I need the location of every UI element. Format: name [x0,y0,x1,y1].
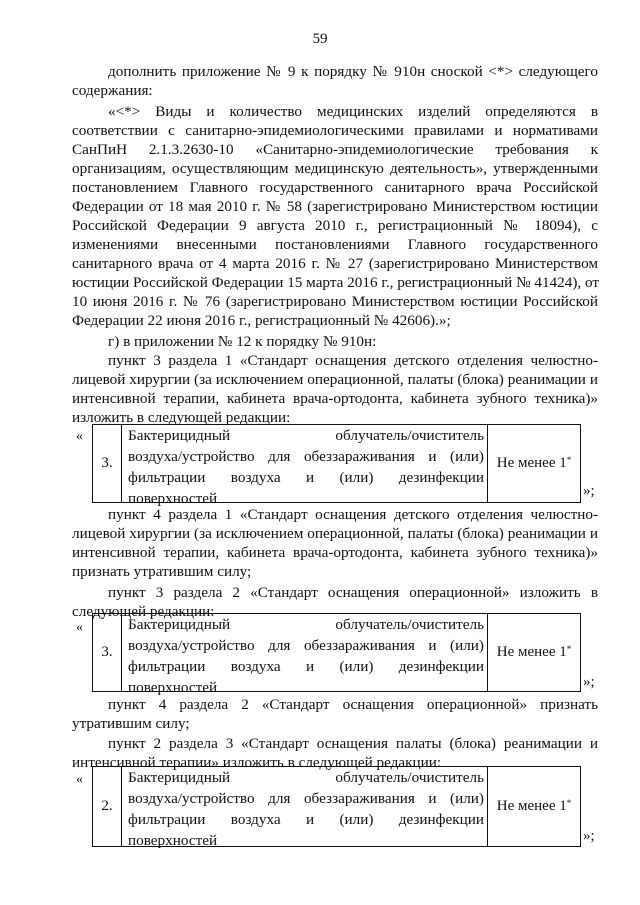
quantity-cell [488,767,580,846]
quantity-text: Не менее 1 [496,455,567,471]
text-line: признать утратившим силу; [72,563,252,580]
text-line: пункт 2 раздела 3 «Стандарт оснащения палаты (блока) реанимации и [108,735,598,752]
text-line: СанПиН 2.1.3.2630-10 «Санитарно-эпидемиологические требования к [72,141,598,158]
item-name-line: поверхностей [128,490,218,507]
text-line: юстиции Российской Федерации 15 марта 2016 г., регистрационный № 41424), от [72,274,600,291]
text-line: дополнить приложение № 9 к порядку № 910н сноской <*> следующего [108,63,598,80]
close-quote: »; [583,674,595,690]
text-line: изложить в следующей редакции: [72,409,291,426]
text-line: санитарного врача от 4 марта 2016 г. № 27 (зарегистрировано Министерством [72,255,598,272]
text-line: организациям, осуществляющим медицинскую деятельность», утвержденными [72,160,598,177]
text-line: интенсивной терапии, кабинета врача-ортодонта, кабинета зубного техника)» [72,390,598,407]
item-name-line: поверхностей [128,832,218,849]
text-line: 10 июня 2016 г. № 76 (зарегистрировано Министерством юстиции Российской [72,293,598,310]
text-line: Российской Федерации 9 августа 2010 г., регистрационный № 18094), с [72,217,598,234]
text-line: г) в приложении № 12 к порядку № 910н: [108,333,377,350]
open-quote: « [76,772,83,787]
item-name-line: фильтрации воздуха и (или) дезинфекции [128,658,484,675]
open-quote: « [76,429,83,444]
text-line: пункт 3 раздела 1 «Стандарт оснащения детского отделения челюстно- [108,352,598,369]
text-line: содержания: [72,82,153,99]
item-name-cell [121,425,488,507]
page-number: 59 [312,31,328,47]
text-line: пункт 3 раздела 2 «Стандарт оснащения операционной» изложить в [108,584,598,601]
text-line: пункт 4 раздела 2 «Стандарт оснащения операционной» признать [108,696,598,713]
item-name-line: фильтрации воздуха и (или) дезинфекции [128,469,484,486]
quantity-cell [488,614,580,691]
item-name-line: воздуха/устройство для обеззараживания и (или) [128,637,484,654]
item-name-cell [121,767,488,849]
close-quote: »; [583,483,595,499]
close-quote: »; [583,828,595,844]
item-name-line: Бактерицидный облучатель/очиститель [128,427,484,444]
row-number: 2. [93,767,122,846]
equipment-table [92,613,581,696]
text-line: Федерации 22 июня 2016 г., регистрационный № 42606).»; [72,312,451,329]
text-line: соответствии с санитарно-эпидемиологическими правилами и нормативами [72,122,598,139]
item-name-line: Бактерицидный облучатель/очиститель [128,769,484,786]
text-line: интенсивной терапии, кабинета врача-ортодонта, кабинета зубного техника)» [72,544,598,561]
quantity-text: Не менее 1 [496,798,567,814]
text-line: изменениями внесенными постановлениями Главного государственного [72,236,598,253]
item-name-line: Бактерицидный облучатель/очиститель [128,616,484,633]
footnote-mark: * [566,643,572,654]
text-line: «<*> Виды и количество медицинских изделий определяются в [108,103,598,120]
item-name-cell [121,614,488,696]
text-line: лицевой хирургии (за исключением операционной, палаты (блока) реанимации и [72,525,598,542]
text-line: пункт 4 раздела 1 «Стандарт оснащения детского отделения челюстно- [108,506,598,523]
quantity-cell [488,425,580,502]
quantity-text: Не менее 1 [496,644,567,660]
text-line: постановлением Главного государственного санитарного врача Российской [72,179,598,196]
text-line: лицевой хирургии (за исключением операционной, палаты (блока) реанимации и [72,371,598,388]
row-number: 3. [93,425,122,502]
item-name-line: поверхностей [128,679,218,696]
item-name-line: воздуха/устройство для обеззараживания и (или) [128,448,484,465]
row-number: 3. [93,614,122,691]
open-quote: « [76,620,83,635]
text-line: Федерации от 18 мая 2010 г. № 58 (зарегистрировано Министерством юстиции [72,198,598,215]
equipment-table [92,766,581,847]
text-line: интенсивной терапии» изложить в следующей редакции: [72,754,442,771]
item-name-line: воздуха/устройство для обеззараживания и (или) [128,790,484,807]
text-line: следующей редакции: [72,603,215,620]
item-name-line: фильтрации воздуха и (или) дезинфекции [128,811,484,828]
text-line: утратившим силу; [72,715,190,732]
footnote-mark: * [566,797,572,808]
footnote-mark: * [566,454,572,465]
equipment-table [92,424,581,507]
